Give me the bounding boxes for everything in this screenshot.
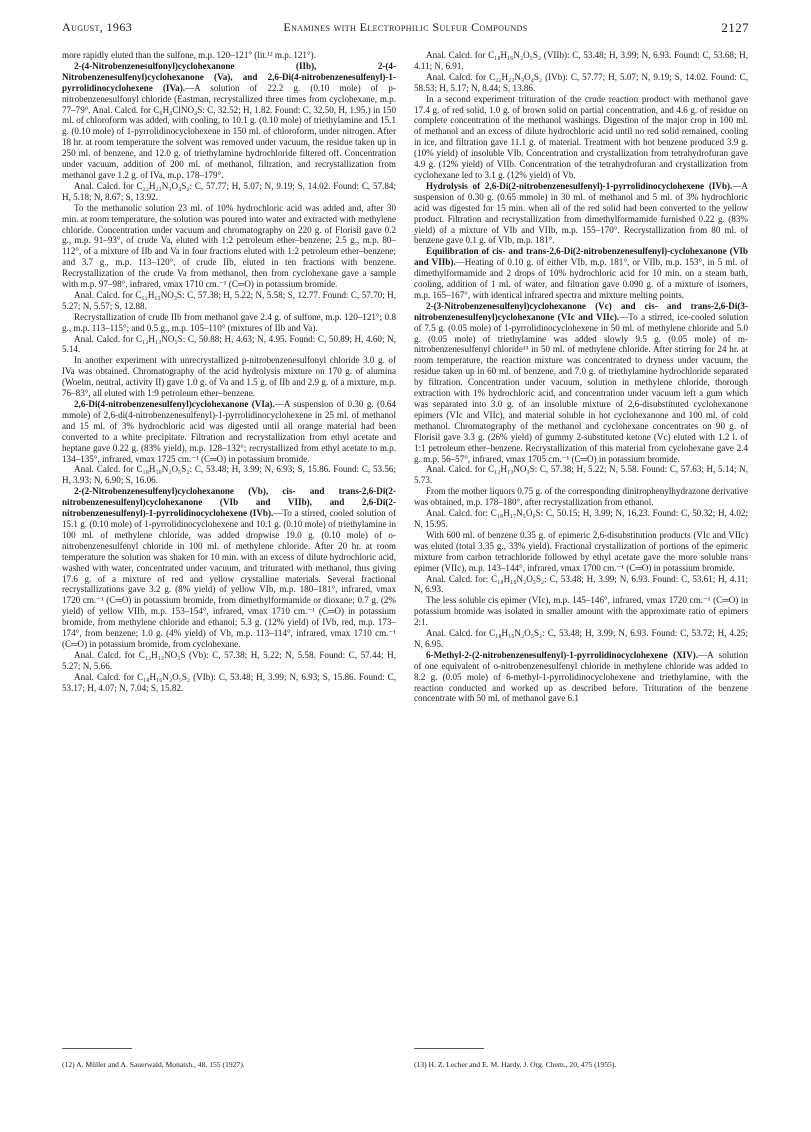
paragraph (62, 61, 396, 181)
paragraph-text: In another experiment with unrecrystallized p-nitrobenzenesulfonyl chloride 3.0 g. of IVa was obtained. Chromatography of the acid hydrolysis mixture on 170 g. of alumina (Woelm, neutral, activity II) gave 1.0 g. of Va and 1.5 g. of IIb and 2.9 g. of a mixture, m.p. 76–83°, all eluted with 1:9 petroleum ether–benzene. (62, 355, 396, 399)
paragraph-text: Anal. Calcd. for C₂₂H₂₃N₃O₄S₂ (IVb): C, 57.77; H, 5.07; N, 9.19; S, 14.02. Found: C, 58.53; H, 5.17; N, 8.44; S, 13.86. (414, 71, 748, 93)
paragraph (414, 181, 748, 246)
paragraph (62, 50, 396, 61)
paragraph (62, 486, 396, 650)
section-heading: Hydrolysis of 2,6-Di(2-nitrobenzenesulfenyl)-1-pyrrolidinocyclohexene (IVb). (426, 180, 733, 191)
paragraph (62, 312, 396, 334)
paragraph-text: Anal. Calcd. for C₁₂H₁₃NO₃S: C, 57.38; H, 5.22; N, 5.58; S, 12.77. Found: C, 57.70; H, 5.27; N, 5.57; S, 12.88. (62, 289, 396, 311)
paragraph-text: In a second experiment trituration of the crude reaction product with methanol gave 17.4 g. of red solid, 1.0 g. of brown solid on partial concentration, and 4.6 g. of residue on complete concentration of the methanol washings. Digestion of the major crop in 100 ml. of methanol and an excess of dilute hydrochloric acid until no red solid remained, cooling in ice, and filtration gave 11.1 g. of material. Treatment with hot benzene produced 3.9 g. (10% yield) of insoluble VIb. Concentration and crystallization from tetrahydrofuran gave 4.9 g. (12% yield) of VIIb. Concentration of the tetrahydrofuran and crystallization from cyclohexane led to 3.1 g. (12% yield) of Vb. (414, 93, 748, 180)
paragraph (62, 464, 396, 486)
paragraph-text: —Heating of 0.10 g. of either VIb, m.p. 181°, or VIIb, m.p. 153°, in 5 ml. of dimethylformamide and 2 drops of 10% hydrochloric acid for 10 min. on a steam bath, cooling, addition of 1 ml. of water, and filtration gave 0.090 g. of a mixture of isomers, m.p. 165–167°, with identical infrared spectra and mixture melting points. (414, 257, 748, 300)
paragraph (62, 355, 396, 399)
section-heading: 6-Methyl-2-(2-nitrobenzenesulfenyl)-1-pyrrolidinocyclohexene (XIV). (426, 649, 699, 660)
section-heading: 2-(2-Nitrobenzenesulfenyl)cyclohexanone (Vb), cis- and trans-2,6-Di(2-nitrobenzenesulfenyl)cyclohexanone (VIb and VIIb), and 2,6-Di(2-nitrobenzenesulfenyl)-1-pyrrolidinocyclohexene (IVb). (62, 486, 396, 519)
paragraph (414, 530, 748, 574)
running-head (62, 20, 749, 40)
left-column (62, 50, 396, 1035)
paragraph (62, 650, 396, 672)
paragraph (62, 672, 396, 694)
paragraph (414, 246, 748, 301)
paragraph-text: Anal. Calcd. for C₁₈H₁₆N₂O₅S₂ (VIb): C, 53.48; H, 3.99; N, 6.93; S, 15.86. Found: C, 53.17; H, 4.07; N, 7.04; S, 15.82. (62, 671, 396, 693)
paragraph-text: Anal. Calcd. for C₁₈H₁₆N₂O₅S₂ (VIIb): C, 53.48; H, 3.99; N, 6.93. Found: C, 53.68; H, 4.11; N, 6.91. (414, 50, 748, 71)
section-heading: 2-(3-Nitrobenzenesulfenyl)cyclohexanone (Vc) and cis- and trans-2,6-Di(3-nitrobenzenesulfenyl)cyclohexanone (VIc and VIIc). (414, 300, 748, 322)
paragraph (414, 301, 748, 465)
footnote-12: (12) A. Müller and A. Sauerwald, Monatsh., 48, 155 (1927). (62, 1060, 245, 1069)
paragraph-text: Recrystallization of crude IIb from methanol gave 2.4 g. of sulfone, m.p. 120–121°; 0.8 g., m.p. 113–115°; and 0.5 g., m.p. 105–110° (mixtures of IIb and Va). (62, 311, 396, 333)
paragraph-text: —A solution of 22.2 g. (0.10 mole) of p-nitrobenzenesulfonyl chloride (Eastman, recrystallized three times from cyclohexane, m.p. 77–79°. Anal. Calcd. for C₆H₄ClNO₄S: C, 32.52; H, 1.82. Found: C, 32.50, H, 1.95.) in 150 ml. of chloroform was added, with cooling, to 10.1 g. (0.10 mole) of triethylamine and 15.1 g. (0.10 mole) of 1-pyrrolidinocyclohexene in 150 ml. of chloroform, under nitrogen. After 18 hr. at room temperature the solvent was removed under vacuum, the residue taken up in 250 ml. of benzene, and 12.0 g. of triethylamine hydrochloride filtered off. Concentration under vacuum, addition of 200 ml. of methanol, filtration, and recrystallization from methanol gave 1.2 g. of IVa, m.p. 178–179°. (62, 82, 396, 180)
paragraph-text: more rapidly eluted than the sulfone, m.p. 120–121° (lit.¹² m.p. 121°). (62, 50, 316, 60)
paragraph-text: —A suspension of 0.30 g. (0.65 mmole) in 30 ml. of methanol and 5 ml. of 3% hydrochloric acid was digested for 15 min. when all of the red solid had been converted to the yellow product. Filtration and recrystallization from dimethylformamide furnished 0.22 g. (83% yield) of a mixture of VIb and VIIb, m.p. 155–170°. Recrystallization from 80 ml. of benzene gave 0.1 g. of VIb, m.p. 181°. (414, 180, 748, 246)
paragraph-text: Anal. Calcd. for C₂₂H₂₃N₃O₄S₂: C, 57.77; H, 5.07; N, 9.19; S, 14.02. Found: C, 57.84; H, 5.18; N, 8.67; S, 13.92. (62, 180, 396, 202)
running-title: Enamines with Electrophilic Sulfur Compounds (283, 20, 528, 34)
section-heading: 2,6-Di(4-nitrobenzenesulfenyl)cyclohexanone (VIa). (74, 399, 275, 409)
paragraph-text: Anal. Calcd. for C₁₈H₁₆N₂O₅S₂: C, 53.48; H, 3.99; N, 6.93; S, 15.86. Found: C, 53.56; H, 3.93; N, 6.90; S, 16.06. (62, 464, 396, 486)
paragraph (62, 203, 396, 290)
paragraph (414, 94, 748, 181)
paragraph-text: Anal. Calcd. for C₁₈H₁₆N₂O₅S₂: C, 53.48; H, 3.99; N, 6.93. Found: C, 53.72; H, 4.25; N, 6.95. (414, 628, 748, 649)
section-heading: Equilibration of cis- and trans-2,6-Di(2-nitrobenzenesulfenyl)-cyclohexanone (VIb and VIIb). (414, 246, 748, 268)
paragraph-text: The less soluble cis epimer (VIc), m.p. 145–146°, infrared, νmax 1720 cm.⁻¹ (C═O) in potassium bromide was isolated in smaller amount with the approximate ratio of epimers 2:1. (414, 595, 748, 628)
paragraph (414, 595, 748, 628)
paragraph-text: —To a stirred, ice-cooled solution of 7.5 g. (0.05 mole) of 1-pyrrolidinocyclohexene in 50 ml. of methylene chloride and 5.0 g. (0.05 mole) of triethylamine was added slowly 9.5 g. (0.05 mole) of m-nitrobenzenesulfenyl chloride¹³ in 50 ml. of methylene chloride. After stirring for 24 hr. at room temperature, the reaction mixture was concentrated to dryness under vacuum, the residue taken up in 60 ml. of benzene, and 7.0 g. of triethylamine hydrochloride separated by filtration. Concentration under vacuum, solution in methylene chloride, thorough extraction with 1% hydrochloric acid, and concentration under vacuum left a gum which was separated into 3.0 g. of an insoluble mixture of 2,6-disubstituted cyclohexanone epimers (VIc and VIIc), and material soluble in hot cyclohexanone and 100 ml. of cold methanol. Chromatography of the methanol and cyclohexane concentrates on 90 g. of Florisil gave 3.3 g. (26% yield) of gummy 2-substituted ketone (Vc) eluted with 1.2 l. of 1:1 petroleum ether–benzene. Recrystallization of this material from cyclohexane gave 2.4 g. m.p. 56–57°, infrared, νmax 1705 cm.⁻¹ (C═O) in potassium bromide. (414, 311, 748, 464)
paragraph-text: —A suspension of 0.30 g. (0.64 mmole) of 2,6-di(4-nitrobenzenesulfenyl)-1-pyrrolidinocyclohexene in 25 ml. of methanol and 15 ml. of 3% hydrochloric acid was digested until all orange material had been converted to a white precipitate. Filtration and recrystallization from ethyl acetate and heptane gave 0.22 g. (83% yield), m.p. 128–132°; recrystallized from ethyl acetate to m.p. 134–135°, infrared, νmax 1725 cm.⁻¹ (C═O) in potassium bromide. (62, 399, 396, 464)
paragraph-text: To the methanolic solution 23 ml. of 10% hydrochloric acid was added and, after 30 min. at room temperature, the solution was poured into water and extracted with methylene chloride. Concentration under vacuum and chromatography on 220 g. of Florisil gave 0.2 g., m.p. 91–93°, of crude Va, eluted with 1:2 petroleum ether–benzene; 2.5 g., m.p. 80–112°, of a mixture of IIb and Va in four fractions eluted with 1:2 petroleum ether–benzene; and 3.7 g., m.p. 113–120°, of crude IIb, eluted in ten fractions with benzene. Recrystallization of the crude Va from methanol, then from cyclohexane gave a sample with m.p. 97–98°, infrared, νmax 1710 cm.⁻¹ (C═O) in potassium bromide. (62, 202, 396, 290)
paragraph-text: Anal. Calcd. for C₁₂H₁₃NO₃S: C, 57.38; H, 5.22; N, 5.58. Found: C, 57.63; H, 5.14; N, 5.73. (414, 464, 748, 486)
paragraph (414, 574, 748, 596)
paragraph (414, 50, 748, 72)
paragraph-text: With 600 ml. of benzene 0.35 g. of epimeric 2,6-disubstitution products (VIc and VIIc) was eluted (total 3.35 g., 33% yield). Fractional crystallization of portions of the epimeric mixture from carbon tetrachloride followed by ethyl acetate gave the more soluble trans epimer (VIIc), m.p. 143–144°, infrared, νmax 1700 cm.⁻¹ (C═O) in potassium bromide. (414, 529, 748, 573)
paragraph-text: Anal. Calcd. for C₁₂H₁₃NO₃S (Vb): C, 57.38; H, 5.22; N, 5.58. Found: C, 57.44; H, 5.27; N, 5.66. (62, 649, 396, 671)
right-column (414, 50, 748, 1035)
paragraph (414, 464, 748, 486)
section-heading: 2-(4-Nitrobenzenesulfonyl)cyclohexanone (IIb), 2-(4-Nitrobenzenesulfenyl)cyclohexanone (Va), and 2,6-Di(4-nitrobenzenesulfenyl)-1-pyrrolidinocyclohexene (IVa). (62, 60, 396, 93)
paragraph (414, 628, 748, 650)
paragraph (414, 486, 748, 508)
paragraph (62, 290, 396, 312)
paragraph-text: Anal. Calcd. for: C₁₈H₁₆N₂O₅S₂: C, 53.48; H, 3.99; N, 6.93. Found: C, 53.61; H, 4.11; N, 6.93. (414, 573, 748, 595)
paragraph-text: From the mother liquors 0.75 g. of the corresponding dinitrophenylhydrazone derivative was obtained, m.p. 178–180°, after recrystallization from ethanol. (414, 486, 748, 508)
paragraph-text: —To a stirred, cooled solution of 15.1 g. (0.10 mole) of 1-pyrrolidinocyclohexene and 10.1 g. (0.10 mole) of triethylamine in 100 ml. of methylene chloride, was added dropwise 19.0 g. (0.10 mole) of o-nitrobenzenesulfenyl chloride in 100 ml. of methylene chloride. After 20 hr. at room temperature the solution was shaken for 10 min. with an excess of dilute hydrochloric acid, washed with water, concentrated under vacuum, and triturated with methanol, thus giving 17.6 g. of a mixture of red and yellow crystalline materials. Several fractional recrystallizations gave 3.2 g. (8% yield) of yellow VIb, m.p. 180–181°, infrared, νmax 1720 cm.⁻¹ (C═O) in potassium bromide, from dimethylformamide or dioxane; 0.7 g. (2% yield) of yellow VIIb, m.p. 153–154°, infrared, νmax 1710 cm.⁻¹ (C═O) in potassium bromide, from methylene chloride and ethanol; 5.3 g. (12% yield) of IVb, red, m.p. 173–174°, from benzene; 1.0 g. (4% yield) of Vb, m.p. 113–114°, infrared, νmax 1710 cm.⁻¹ (C═O) in potassium bromide, from cyclohexane. (62, 508, 396, 649)
paragraph-text: —A solution of one equivalent of o-nitrobenzenesulfenyl chloride in methylene chloride was added to 8.2 g. (0.05 mole) of 6-methyl-1-pyrrolidinocyclohexene and triethylamine, with the reaction conducted and worked up as described before. Trituration of the benzene concentrate with 50 ml. of methanol gave 6.1 (414, 649, 748, 704)
paragraph (414, 508, 748, 530)
paragraph-text: Anal. Calcd. for: C₁₈H₁₇N₅O₆S: C, 50.15; H, 3.99; N, 16.23. Found: C, 50.32; H, 4.02; N, 15.95. (414, 508, 748, 529)
paragraph (62, 399, 396, 464)
paragraph (414, 650, 748, 705)
page-number: 2127 (721, 20, 749, 35)
paragraph (62, 334, 396, 356)
footnote-rule-left (62, 1048, 132, 1049)
paragraph (414, 72, 748, 94)
footnote-rule-right (414, 1048, 484, 1049)
issue-date: August, 1963 (62, 20, 133, 34)
footnote-13: (13) H. Z. Lecher and E. M. Hardy, J. Org. Chem., 20, 475 (1955). (414, 1060, 617, 1069)
paragraph (62, 181, 396, 203)
paragraph-text: Anal. Calcd. for C₁₂H₁₃NO₅S: C, 50.88; H, 4.63; N, 4.95. Found: C, 50.89; H, 4.60; N, 5.14. (62, 333, 396, 355)
